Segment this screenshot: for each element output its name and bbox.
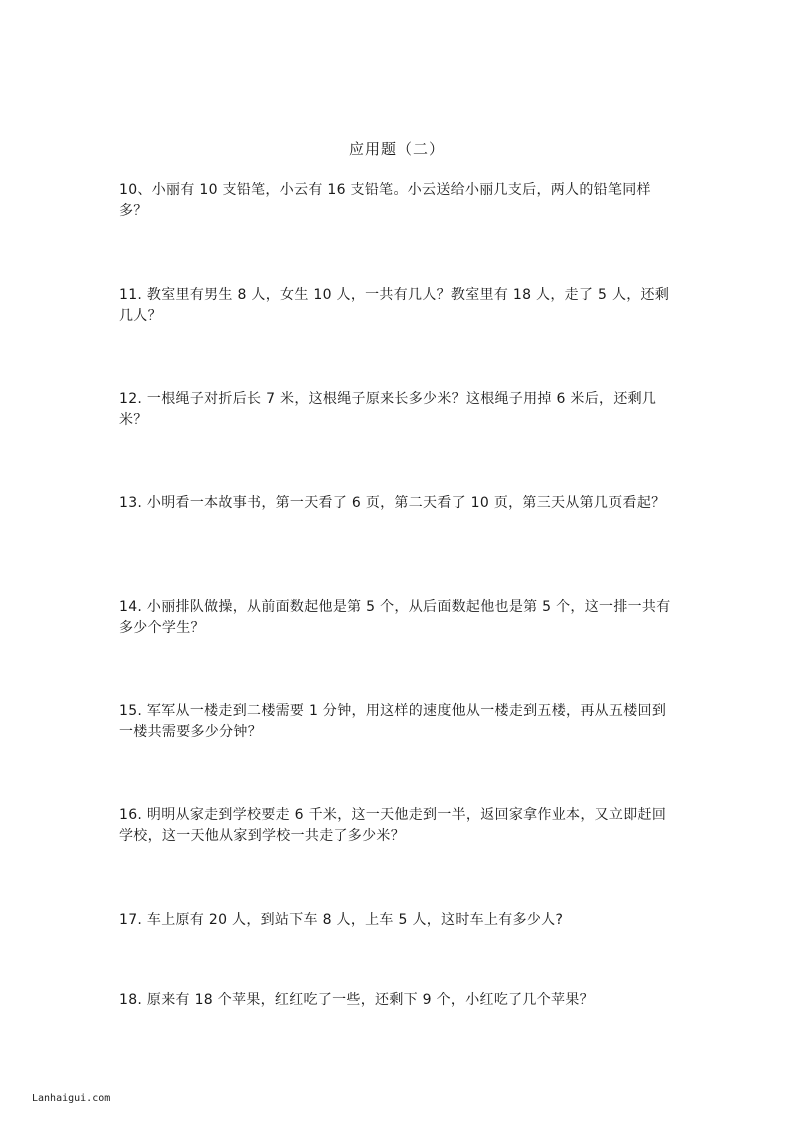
question-10: 10、小丽有 10 支铅笔，小云有 16 支铅笔。小云送给小丽几支后，两人的铅笔同样多？: [119, 182, 651, 219]
page-title: 应用题（二）: [348, 140, 445, 158]
question-12: 12. 一根绳子对折后长 7 米，这根绳子原来长多少米？这根绳子用掉 6 米后，还剩几米？: [119, 391, 657, 428]
question-13: 13. 小明看一本故事书，第一天看了 6 页，第二天看了 10 页，第三天从第几页看起？: [119, 495, 666, 511]
question-15: 15. 军军从一楼走到二楼需要 1 分钟，用这样的速度他从一楼走到五楼，再从五楼回到一楼共需要多少分钟？: [119, 703, 667, 740]
question-14: 14. 小丽排队做操，从前面数起他是第 5 个，从后面数起他也是第 5 个，这一排一共有多少个学生？: [119, 599, 671, 636]
question-11: 11. 教室里有男生 8 人，女生 10 人，一共有几人？教室里有 18 人，走了 5 人，还剩几人？: [119, 287, 670, 324]
question-17: 17. 车上原有 20 人，到站下车 8 人，上车 5 人，这时车上有多少人?: [119, 912, 564, 928]
footer-watermark: Lanhaigui.com: [32, 1093, 111, 1104]
question-18: 18. 原来有 18 个苹果，红红吃了一些，还剩下 9 个，小红吃了几个苹果？: [119, 992, 594, 1008]
question-16: 16. 明明从家走到学校要走 6 千米，这一天他走到一半，返回家拿作业本，又立即赶回学校，这一天他从家到学校一共走了多少米？: [119, 807, 667, 844]
